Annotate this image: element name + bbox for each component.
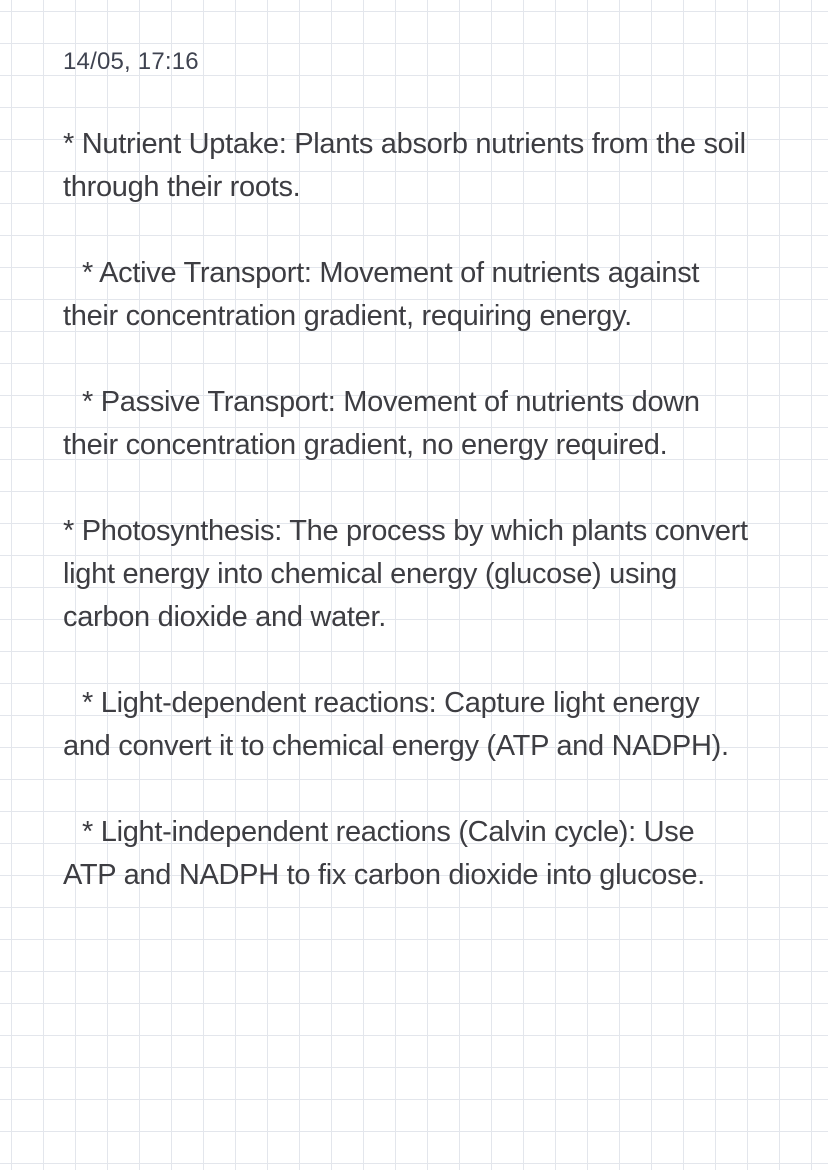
note-paragraph-nutrient-uptake: * Nutrient Uptake: Plants absorb nutrients from the soil through their roots.: [63, 128, 746, 203]
note-paragraph-light-dependent: * Light-dependent reactions: Capture light energy and convert it to chemical energy (ATP and NADPH).: [63, 687, 729, 762]
note-body[interactable]: [63, 123, 753, 897]
note-paragraph-active-transport: * Active Transport: Movement of nutrients against their concentration gradient, requiring energy.: [63, 257, 700, 332]
note-timestamp: 14/05, 17:16: [63, 48, 199, 75]
note-paragraph-light-independent: * Light-independent reactions (Calvin cycle): Use ATP and NADPH to fix carbon dioxide into glucose.: [63, 816, 705, 891]
note-paragraph-photosynthesis: * Photosynthesis: The process by which plants convert light energy into chemical energy (glucose) using carbon dioxide and water.: [63, 515, 748, 633]
note-editor[interactable]: [63, 44, 753, 897]
note-paragraph-passive-transport: * Passive Transport: Movement of nutrients down their concentration gradient, no energy required.: [63, 386, 700, 461]
